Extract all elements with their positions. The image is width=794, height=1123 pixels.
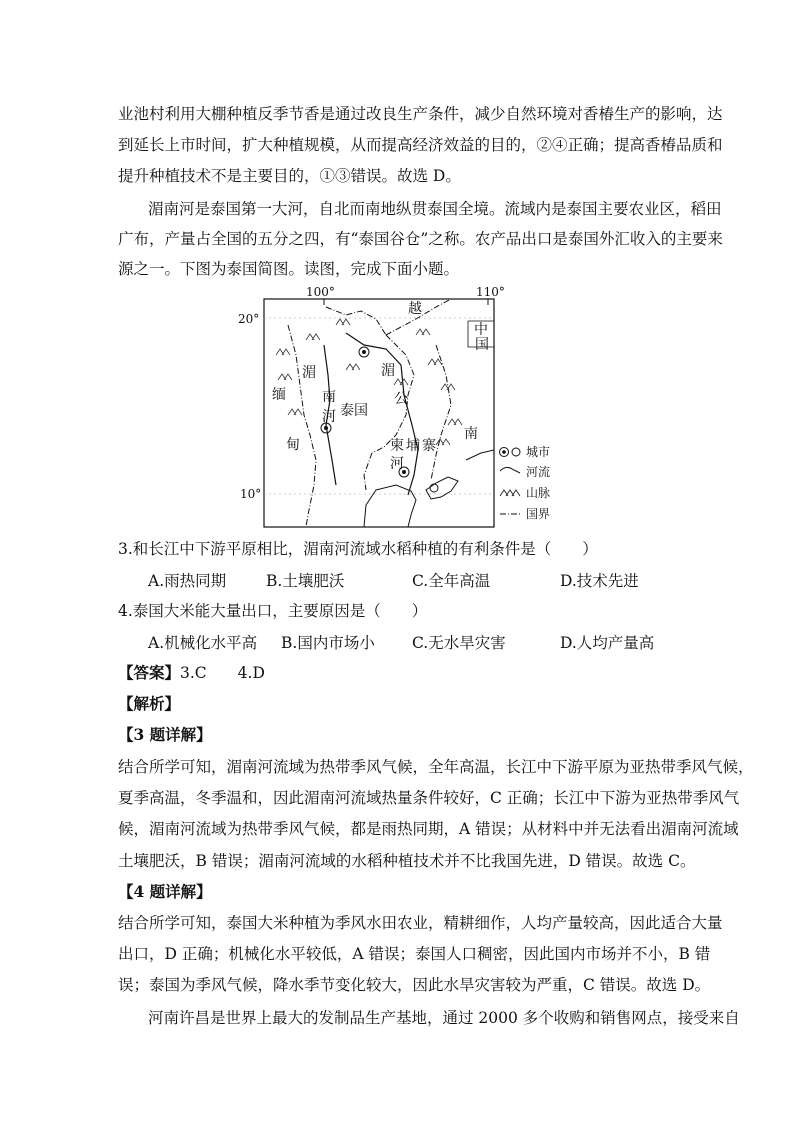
text-line: 土壤肥沃，B 错误；湄南河流域的水稻种植技术并不比我国先进，D 错误。故选 C。 xyxy=(118,852,696,870)
label-menam-2: 南 xyxy=(322,389,336,405)
label-menam-3: 河 xyxy=(322,409,336,425)
label-mekong-1: 湄 xyxy=(381,363,395,379)
label-china-2: 国 xyxy=(475,337,489,353)
lat-label-10: 10° xyxy=(240,487,262,501)
text-line: 出口，D 正确；机械化水平较低，A 错误；泰国人口稠密，因此国内市场并不小，B 错 xyxy=(118,945,711,963)
text-line: 广布，产量占全国的五分之四，有“泰国谷仓”之称。农产品出口是泰国外汇收入的主要来 xyxy=(118,230,723,248)
answer-label: 【答案】 xyxy=(118,663,181,682)
map-legend xyxy=(500,445,551,521)
answer-value: 3.C 4.D xyxy=(180,664,265,682)
question-stem: 4.泰国大米能大量出口，主要原因是（ ） xyxy=(118,602,428,620)
label-cambodia-1: 柬 xyxy=(390,438,404,454)
city-vientiane xyxy=(359,347,369,357)
label-vietnam-south: 南 xyxy=(464,426,478,442)
option-a: A.雨热同期 xyxy=(148,572,227,590)
lon-label-110: 110° xyxy=(476,285,505,299)
label-china-1: 中 xyxy=(474,322,488,338)
label-myanmar-2: 甸 xyxy=(286,437,300,453)
label-mekong-3: 河 xyxy=(390,456,404,472)
option-b: B.国内市场小 xyxy=(281,634,375,652)
city-minor xyxy=(430,484,438,492)
text-line: 结合所学可知，泰国大米种植为季风水田农业，精耕细作，人均产量较高，因此适合大量 xyxy=(118,914,723,932)
legend-border: 国界 xyxy=(526,507,551,521)
map-frame xyxy=(264,299,494,527)
text-line: 结合所学可知，湄南河流域为热带季风气候，全年高温，长江中下游平原为亚热带季风气候， xyxy=(118,758,754,776)
option-d: D.技术先进 xyxy=(560,572,639,590)
label-mekong-2: 公 xyxy=(394,391,408,407)
option-a: A.机械化水平高 xyxy=(148,634,258,652)
text-line: 提升种植技术不是主要目的，①③错误。故选 D。 xyxy=(118,167,461,185)
legend-river: 河流 xyxy=(526,465,551,479)
coastline xyxy=(426,477,458,499)
label-thailand: 泰国 xyxy=(340,403,368,419)
label-cambodia-2: 埔 xyxy=(406,438,420,454)
option-c: C.全年高温 xyxy=(412,572,491,590)
border-cambodia xyxy=(364,453,372,490)
option-b: B.土壤肥沃 xyxy=(266,572,345,590)
mountain-symbols xyxy=(276,319,462,445)
text-line: 夏季高温，冬季温和，因此湄南河流域热量条件较好，C 正确；长江中下游为亚热带季风气 xyxy=(118,789,740,807)
option-c: C.无水旱灾害 xyxy=(412,634,506,652)
thailand-map xyxy=(236,285,566,530)
question-stem: 3.和长江中下游平原相比，湄南河流域水稻种植的有利条件是（ ） xyxy=(118,540,598,558)
label-myanmar-1: 缅 xyxy=(272,387,286,403)
coastline xyxy=(364,485,416,527)
border-vietnam-cambodia xyxy=(431,345,451,480)
text-line: 源之一。下图为泰国简图。读图，完成下面小题。 xyxy=(118,260,460,278)
label-vietnam: 越 xyxy=(408,301,422,317)
border-laos xyxy=(326,307,386,335)
coastline xyxy=(466,450,494,460)
answer-line xyxy=(118,663,265,683)
label-menam-1: 湄 xyxy=(302,365,316,381)
text-line: 到延长上市时间，扩大种植规模，从而提高经济效益的目的，②④正确；提高香椿品质和 xyxy=(118,136,723,154)
lat-label-20: 20° xyxy=(238,312,260,326)
text-line: 误；泰国为季风气候，降水季节变化较大，因此水旱灾害较为严重，C 错误。故选 D。 xyxy=(118,976,711,994)
text-line: 业池村利用大棚种植反季节香是通过改良生产条件，减少自然环境对香椿生产的影响，达 xyxy=(118,105,723,123)
analysis-label: 【解析】 xyxy=(118,694,181,713)
lon-label-100: 100° xyxy=(306,285,335,299)
detail-label: 【3 题详解】 xyxy=(118,725,212,744)
legend-mountain: 山脉 xyxy=(526,486,551,500)
option-d: D.人均产量高 xyxy=(560,634,655,652)
text-line: 湄南河是泰国第一大河，自北而南地纵贯泰国全境。流域内是泰国主要农业区，稻田 xyxy=(148,200,722,218)
label-cambodia-3: 寨 xyxy=(422,438,436,454)
border-myanmar xyxy=(288,325,316,527)
detail-label: 【4 题详解】 xyxy=(118,882,212,901)
text-line: 河南许昌是世界上最大的发制品生产基地，通过 2000 多个收购和销售网点，接受来自 xyxy=(148,1009,740,1027)
legend-city: 城市 xyxy=(526,445,551,459)
text-line: 候，湄南河流域为热带季风气候，都是雨热同期，A 错误；从材料中并无法看出湄南河流域 xyxy=(118,820,739,838)
